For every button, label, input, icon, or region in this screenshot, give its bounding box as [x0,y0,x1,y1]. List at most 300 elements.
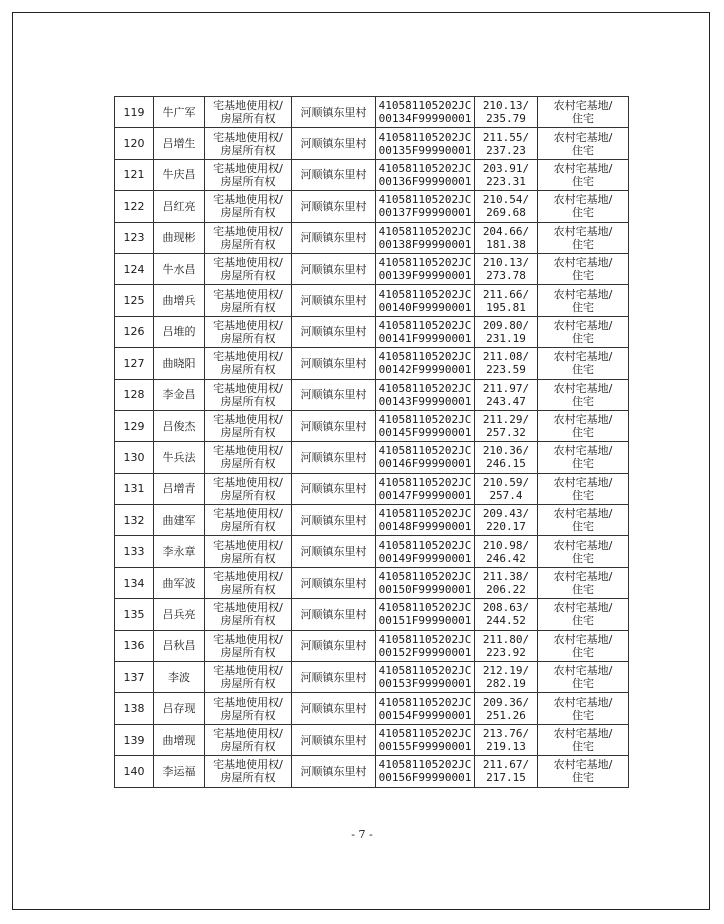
land-use-line: 住宅 [572,488,594,502]
right-type-cell [205,316,292,347]
right-type-line: 宅基地使用权/ [213,664,283,678]
area-cell [475,756,538,787]
table-row [115,693,629,724]
area-line: 211.67/ [482,758,530,772]
owner-name-cell: 李波 [154,662,205,693]
owner-name-cell: 牛庆昌 [154,159,205,190]
right-type-line: 宅基地使用权/ [213,318,283,332]
location-cell: 河顺镇东里村 [292,630,376,661]
unit-code-line: 410581105202JC [378,695,472,709]
unit-code-cell [376,599,475,630]
unit-code-cell [376,567,475,598]
land-use-cell [538,159,629,190]
table-row [115,97,629,128]
land-use-line: 农村宅基地/ [553,632,613,646]
row-number-cell: 125 [115,285,154,316]
location-cell: 河顺镇东里村 [292,128,376,159]
owner-name-cell: 李永章 [154,536,205,567]
location-cell: 河顺镇东里村 [292,410,376,441]
right-type-cell [205,536,292,567]
right-type-cell [205,567,292,598]
area-line: 246.15 [486,457,526,471]
row-number-cell: 134 [115,567,154,598]
right-type-cell [205,693,292,724]
land-use-cell [538,222,629,253]
area-line: 223.92 [486,645,526,659]
area-line: 282.19 [486,677,526,691]
area-cell [475,567,538,598]
land-use-line: 农村宅基地/ [553,413,613,427]
right-type-line: 宅基地使用权/ [213,381,283,395]
unit-code-line: 410581105202JC [378,256,472,270]
row-number-cell: 139 [115,724,154,755]
unit-code-line: 410581105202JC [378,632,472,646]
area-cell [475,379,538,410]
table-row [115,599,629,630]
area-line: 237.23 [486,143,526,157]
area-line: 209.43/ [482,507,530,521]
unit-code-cell [376,756,475,787]
row-number-cell: 137 [115,662,154,693]
unit-code-line: 00141F99990001 [378,331,472,345]
right-type-line: 房屋所有权 [220,645,276,659]
table-row [115,128,629,159]
area-cell [475,285,538,316]
table-row [115,567,629,598]
right-type-line: 房屋所有权 [220,269,276,283]
location-cell: 河顺镇东里村 [292,693,376,724]
area-line: 210.59/ [482,475,530,489]
location-cell: 河顺镇东里村 [292,724,376,755]
area-line: 223.31 [486,174,526,188]
land-use-cell [538,662,629,693]
row-number-cell: 122 [115,191,154,222]
table-row [115,410,629,441]
unit-code-line: 00138F99990001 [378,237,472,251]
area-cell [475,191,538,222]
land-use-line: 住宅 [572,174,594,188]
owner-name-cell: 曲增兵 [154,285,205,316]
land-use-line: 住宅 [572,771,594,785]
land-use-cell [538,348,629,379]
right-type-line: 宅基地使用权/ [213,99,283,113]
row-number-cell: 138 [115,693,154,724]
location-cell: 河顺镇东里村 [292,473,376,504]
right-type-line: 宅基地使用权/ [213,538,283,552]
area-cell [475,693,538,724]
location-cell: 河顺镇东里村 [292,442,376,473]
unit-code-line: 00151F99990001 [378,614,472,628]
unit-code-cell [376,505,475,536]
right-type-line: 宅基地使用权/ [213,287,283,301]
right-type-cell [205,222,292,253]
row-number-cell: 124 [115,253,154,284]
owner-name-cell: 曲现彬 [154,222,205,253]
unit-code-line: 410581105202JC [378,287,472,301]
location-cell: 河顺镇东里村 [292,662,376,693]
table-row [115,724,629,755]
right-type-cell [205,442,292,473]
area-cell [475,473,538,504]
owner-name-cell: 李金昌 [154,379,205,410]
area-line: 231.19 [486,331,526,345]
row-number-cell: 128 [115,379,154,410]
right-type-line: 房屋所有权 [220,394,276,408]
area-line: 220.17 [486,520,526,534]
row-number-cell: 126 [115,316,154,347]
unit-code-cell [376,285,475,316]
right-type-line: 宅基地使用权/ [213,350,283,364]
owner-name-cell: 吕秋昌 [154,630,205,661]
land-use-line: 住宅 [572,143,594,157]
right-type-cell [205,662,292,693]
land-use-line: 农村宅基地/ [553,287,613,301]
land-use-cell [538,316,629,347]
right-type-line: 房屋所有权 [220,457,276,471]
land-use-line: 住宅 [572,614,594,628]
land-use-cell [538,693,629,724]
area-cell [475,222,538,253]
land-use-line: 住宅 [572,300,594,314]
right-type-cell [205,159,292,190]
land-use-line: 农村宅基地/ [553,350,613,364]
area-line: 251.26 [486,708,526,722]
land-use-cell [538,379,629,410]
land-use-line: 住宅 [572,331,594,345]
right-type-line: 宅基地使用权/ [213,224,283,238]
location-cell: 河顺镇东里村 [292,253,376,284]
page-number: - 7 - [351,828,373,841]
land-use-line: 农村宅基地/ [553,538,613,552]
area-line: 209.36/ [482,695,530,709]
area-cell [475,724,538,755]
unit-code-line: 410581105202JC [378,507,472,521]
area-cell [475,97,538,128]
unit-code-cell [376,97,475,128]
area-line: 211.66/ [482,287,530,301]
right-type-line: 宅基地使用权/ [213,727,283,740]
land-use-line: 农村宅基地/ [553,444,613,458]
right-type-line: 房屋所有权 [220,614,276,628]
land-use-cell [538,536,629,567]
area-line: 273.78 [486,269,526,283]
land-use-line: 住宅 [572,457,594,471]
unit-code-line: 410581105202JC [378,193,472,207]
right-type-line: 房屋所有权 [220,583,276,597]
land-use-line: 农村宅基地/ [553,695,613,709]
land-use-line: 住宅 [572,740,594,753]
unit-code-line: 410581105202JC [378,444,472,458]
row-number-cell: 140 [115,756,154,787]
unit-code-line: 410581105202JC [378,350,472,364]
right-type-line: 房屋所有权 [220,112,276,126]
land-use-cell [538,630,629,661]
right-type-cell [205,410,292,441]
right-type-cell [205,505,292,536]
unit-code-cell [376,379,475,410]
table-row [115,442,629,473]
area-cell [475,348,538,379]
owner-name-cell: 曲增现 [154,724,205,755]
right-type-cell [205,285,292,316]
unit-code-line: 00134F99990001 [378,112,472,126]
area-line: 211.29/ [482,413,530,427]
unit-code-line: 410581105202JC [378,130,472,144]
unit-code-cell [376,222,475,253]
row-number-cell: 121 [115,159,154,190]
right-type-line: 房屋所有权 [220,206,276,220]
right-type-cell [205,97,292,128]
unit-code-line: 00156F99990001 [378,771,472,785]
right-type-cell [205,191,292,222]
unit-code-line: 00145F99990001 [378,426,472,440]
area-cell [475,536,538,567]
unit-code-cell [376,410,475,441]
unit-code-cell [376,128,475,159]
area-line: 219.13 [486,740,526,753]
right-type-line: 房屋所有权 [220,174,276,188]
owner-name-cell: 牛兵法 [154,442,205,473]
right-type-line: 房屋所有权 [220,551,276,565]
right-type-line: 房屋所有权 [220,237,276,251]
unit-code-line: 00149F99990001 [378,551,472,565]
land-use-line: 农村宅基地/ [553,318,613,332]
land-use-line: 农村宅基地/ [553,664,613,678]
area-line: 204.66/ [482,224,530,238]
unit-code-line: 00139F99990001 [378,269,472,283]
land-use-cell [538,410,629,441]
right-type-cell [205,630,292,661]
land-use-cell [538,128,629,159]
area-line: 210.13/ [482,256,530,270]
area-line: 195.81 [486,300,526,314]
area-cell [475,253,538,284]
land-use-line: 住宅 [572,394,594,408]
land-use-line: 住宅 [572,269,594,283]
row-number-cell: 135 [115,599,154,630]
land-use-line: 农村宅基地/ [553,601,613,615]
land-use-line: 农村宅基地/ [553,161,613,175]
unit-code-line: 410581105202JC [378,538,472,552]
land-use-line: 住宅 [572,206,594,220]
unit-code-line: 410581105202JC [378,413,472,427]
right-type-line: 宅基地使用权/ [213,130,283,144]
area-line: 213.76/ [482,727,530,740]
table-row [115,630,629,661]
area-cell [475,442,538,473]
land-use-cell [538,505,629,536]
unit-code-line: 410581105202JC [378,475,472,489]
land-use-cell [538,599,629,630]
land-use-line: 农村宅基地/ [553,507,613,521]
unit-code-line: 410581105202JC [378,161,472,175]
right-type-line: 房屋所有权 [220,708,276,722]
owner-name-cell: 李运福 [154,756,205,787]
unit-code-line: 00137F99990001 [378,206,472,220]
owner-name-cell: 吕存现 [154,693,205,724]
right-type-line: 房屋所有权 [220,520,276,534]
land-use-cell [538,724,629,755]
area-line: 211.38/ [482,570,530,584]
land-use-line: 农村宅基地/ [553,224,613,238]
right-type-line: 房屋所有权 [220,426,276,440]
unit-code-line: 410581105202JC [378,318,472,332]
table-row [115,159,629,190]
land-use-line: 住宅 [572,677,594,691]
land-use-cell [538,442,629,473]
unit-code-line: 00155F99990001 [378,740,472,753]
row-number-cell: 119 [115,97,154,128]
land-use-line: 住宅 [572,426,594,440]
land-use-line: 农村宅基地/ [553,193,613,207]
right-type-cell [205,253,292,284]
land-use-cell [538,191,629,222]
table-row [115,348,629,379]
right-type-line: 宅基地使用权/ [213,507,283,521]
row-number-cell: 133 [115,536,154,567]
area-line: 257.4 [489,488,523,502]
area-cell [475,410,538,441]
unit-code-line: 410581105202JC [378,381,472,395]
unit-code-cell [376,191,475,222]
row-number-cell: 120 [115,128,154,159]
land-use-cell [538,756,629,787]
land-use-cell [538,253,629,284]
owner-name-cell: 曲军波 [154,567,205,598]
location-cell: 河顺镇东里村 [292,159,376,190]
location-cell: 河顺镇东里村 [292,379,376,410]
land-use-line: 农村宅基地/ [553,727,613,740]
area-line: 235.79 [486,112,526,126]
location-cell: 河顺镇东里村 [292,505,376,536]
land-use-line: 住宅 [572,583,594,597]
location-cell: 河顺镇东里村 [292,316,376,347]
table-row [115,756,629,787]
location-cell: 河顺镇东里村 [292,191,376,222]
unit-code-cell [376,442,475,473]
area-line: 210.13/ [482,99,530,113]
location-cell: 河顺镇东里村 [292,348,376,379]
area-line: 212.19/ [482,664,530,678]
unit-code-line: 410581105202JC [378,664,472,678]
unit-code-line: 00148F99990001 [378,520,472,534]
right-type-line: 宅基地使用权/ [213,193,283,207]
area-line: 223.59 [486,363,526,377]
table-row [115,662,629,693]
area-line: 210.54/ [482,193,530,207]
table-row [115,379,629,410]
unit-code-line: 00152F99990001 [378,645,472,659]
right-type-line: 房屋所有权 [220,363,276,377]
right-type-cell [205,599,292,630]
area-cell [475,599,538,630]
land-use-cell [538,97,629,128]
land-use-line: 农村宅基地/ [553,256,613,270]
unit-code-line: 00154F99990001 [378,708,472,722]
owner-name-cell: 曲晓阳 [154,348,205,379]
right-type-line: 宅基地使用权/ [213,413,283,427]
right-type-line: 房屋所有权 [220,143,276,157]
right-type-line: 房屋所有权 [220,677,276,691]
land-use-line: 农村宅基地/ [553,99,613,113]
unit-code-line: 410581105202JC [378,224,472,238]
area-line: 257.32 [486,426,526,440]
area-line: 211.08/ [482,350,530,364]
right-type-cell [205,473,292,504]
land-use-line: 农村宅基地/ [553,570,613,584]
right-type-line: 宅基地使用权/ [213,758,283,772]
owner-name-cell: 吕堆的 [154,316,205,347]
area-cell [475,128,538,159]
table-row [115,285,629,316]
location-cell: 河顺镇东里村 [292,97,376,128]
area-line: 269.68 [486,206,526,220]
land-use-line: 住宅 [572,645,594,659]
registration-table [114,96,629,788]
land-use-line: 住宅 [572,237,594,251]
row-number-cell: 130 [115,442,154,473]
right-type-line: 宅基地使用权/ [213,161,283,175]
location-cell: 河顺镇东里村 [292,222,376,253]
row-number-cell: 136 [115,630,154,661]
right-type-line: 宅基地使用权/ [213,570,283,584]
right-type-line: 宅基地使用权/ [213,695,283,709]
area-cell [475,316,538,347]
area-line: 217.15 [486,771,526,785]
table-row [115,505,629,536]
owner-name-cell: 吕红亮 [154,191,205,222]
area-line: 246.42 [486,551,526,565]
unit-code-cell [376,693,475,724]
table-row [115,536,629,567]
owner-name-cell: 吕俊杰 [154,410,205,441]
land-use-line: 农村宅基地/ [553,758,613,772]
row-number-cell: 127 [115,348,154,379]
area-line: 211.80/ [482,632,530,646]
table-body [115,97,629,788]
unit-code-cell [376,630,475,661]
area-line: 243.47 [486,394,526,408]
right-type-line: 宅基地使用权/ [213,632,283,646]
unit-code-line: 00140F99990001 [378,300,472,314]
table-row [115,473,629,504]
right-type-line: 宅基地使用权/ [213,601,283,615]
table-row [115,253,629,284]
land-use-cell [538,473,629,504]
right-type-line: 房屋所有权 [220,300,276,314]
location-cell: 河顺镇东里村 [292,567,376,598]
area-line: 244.52 [486,614,526,628]
unit-code-line: 410581105202JC [378,601,472,615]
land-use-line: 住宅 [572,520,594,534]
row-number-cell: 131 [115,473,154,504]
unit-code-line: 00147F99990001 [378,488,472,502]
area-line: 208.63/ [482,601,530,615]
area-cell [475,662,538,693]
unit-code-cell [376,724,475,755]
location-cell: 河顺镇东里村 [292,756,376,787]
location-cell: 河顺镇东里村 [292,285,376,316]
area-line: 206.22 [486,583,526,597]
right-type-line: 宅基地使用权/ [213,444,283,458]
unit-code-cell [376,662,475,693]
owner-name-cell: 吕增生 [154,128,205,159]
right-type-cell [205,128,292,159]
land-use-line: 农村宅基地/ [553,130,613,144]
unit-code-line: 410581105202JC [378,758,472,772]
row-number-cell: 129 [115,410,154,441]
area-line: 211.97/ [482,381,530,395]
